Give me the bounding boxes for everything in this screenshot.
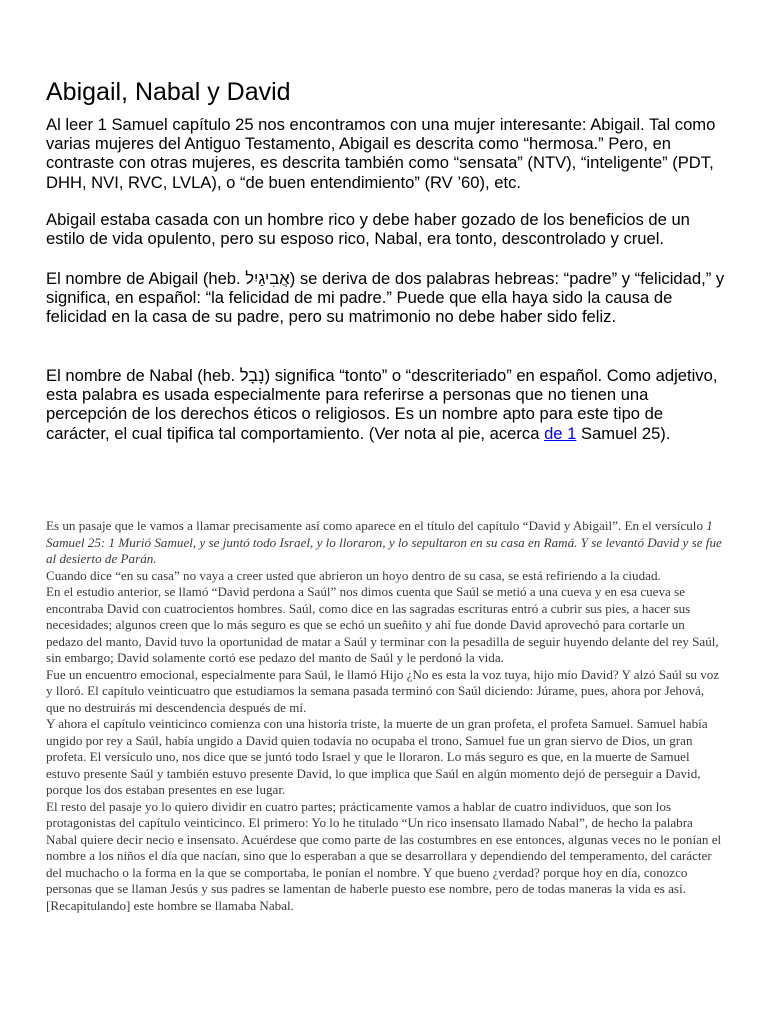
abigail-para-text-before: El nombre de Abigail (heb. <box>46 269 246 288</box>
page-title: Abigail, Nabal y David <box>46 78 291 106</box>
footnote-link[interactable]: de 1 <box>544 423 577 443</box>
transcript-paragraph-5: Y ahora el capítulo veinticinco comienza con una historia triste, la muerte de un gran profeta, el profeta Samuel. Samuel había ungido por rey a Saúl, había ungido a David quien todavía no ocupaba el trono, Samuel fue un gran siervo de Dios, un gran profeta. El versículo uno, nos dice que se juntó todo Israel y que le lloraron. Lo más seguro es que, en la muerte de Samuel estuvo presente Saúl y también estuvo presente David, lo que implica que Saúl en algún momento dejó de perseguir a David, porque los dos estaban presentes en ese lugar. <box>46 716 708 797</box>
transcript-paragraph-2: Cuando dice “en su casa” no vaya a creer usted que abrieron un hoyo dentro de su casa, se está refiriendo a la ciudad. <box>46 567 661 583</box>
abigail-para-text-after: ) se deriva de dos palabras hebreas: “padre” y “felicidad,” y significa, en español: “la felicidad de mi padre.” Puede que ella haya sido la causa de felicidad en la casa de su padre, pero su matrimonio no debe haber sido feliz. <box>46 269 725 327</box>
transcript-paragraph-1 <box>46 518 724 568</box>
marriage-paragraph: Abigail estaba casada con un hombre rico y debe haber gozado de los beneficios de un estilo de vida opulento, pero su esposo rico, Nabal, era tonto, descontrolado y cruel. <box>46 210 690 249</box>
transcript-paragraph-4: Fue un encuentro emocional, especialmente para Saúl, le llamó Hijo ¿No es esta la voz tuya, hijo mío David? Y alzó Saúl su voz y lloró. El capítulo veinticuatro que estudiamos la semana pasada terminó con Saúl diciendo: Júrame, pues, ahora por Jehová, que no destruirás mi descendencia después de mí. <box>46 666 720 715</box>
transcript-paragraph-6: El resto del pasaje yo lo quiero dividir en cuatro partes; prácticamente vamos a hablar de cuatro individuos, que son los protagonistas del capítulo veinticinco. El primero: Yo lo he titulado “Un rico insensato llamado Nabal”, de hecho la palabra Nabal quiere decir necio e insensato. Acuérdese que como parte de las costumbres en ese entonces, algunas veces no le ponían el nombre a los niños el día que nacían, sino que lo esperaban a que se desarrollara y dependiendo del temperamento, del carácter del muchacho o la forma en la que se comportaba, le ponían el nombre. Y que bueno ¿verdad? porque hoy en día, conozco personas que se llaman Jesús y sus padres se lamentan de haberle puesto ese nombre, pero de todas maneras la vida es así. [Recapitulando] este hombre se llamaba Nabal. <box>46 798 722 913</box>
nabal-para-text-middle: ) significa “tonto” o “descriteriado” en español. Como adjetivo, esta palabra es usada especialmente para referirse a personas que no tienen una percepción de los derechos éticos o religiosos. Es un nombre apto para este tipo de carácter, el cual tipifica tal comportamiento. (Ver nota al pie, acerca <box>46 366 718 443</box>
nabal-name-paragraph <box>46 366 726 443</box>
transcript-paragraph-3: En el estudio anterior, se llamó “David perdona a Saúl” nos dimos cuenta que Saúl se metió a una cueva y en esa cueva se encontraba David con cuatrocientos hombres. Saúl, como dice en las sagradas escrituras entró a cubrir sus pies, a hacer sus necesidades; algunos creen que lo más seguro es que se echó un sueñito y ahí fue donde David aprovechó para cortarle un pedazo del manto, David tuvo la oportunidad de matar a Saúl y terminar con la pesadilla de seguir huyendo delante del rey Saúl, sin embargo; David solamente cortó ese pedazo del manto de Saúl y le perdonó la vida. <box>46 584 719 665</box>
nabal-para-text-before: El nombre de Nabal (heb. <box>46 366 240 385</box>
nabal-hebrew-word: נָבָל <box>239 366 265 385</box>
verse-quote: 1 Samuel 25: 1 Murió Samuel, y se juntó todo Israel, y lo lloraron, y lo sepultaron en su casa en Ramá. Y se levantó David y se fue al desierto de Parán. <box>46 518 722 566</box>
intro-paragraph: Al leer 1 Samuel capítulo 25 nos encontramos con una mujer interesante: Abigail. Tal como varias mujeres del Antiguo Testamento, Abigail es descrita como “hermosa.” Pero, en contraste con otras mujeres, es descrita también como “sensata” (NTV), “inteligente” (PDT, DHH, NVI, RVC, LVLA), o “de buen entendimiento” (RV ’60), etc. <box>46 115 716 192</box>
nabal-para-text-after: Samuel 25). <box>576 423 671 443</box>
sermon-transcript <box>46 518 724 914</box>
abigail-hebrew-word: אֲבִיגַיִל <box>245 269 290 288</box>
abigail-name-paragraph <box>46 269 726 327</box>
transcript-intro-text: Es un pasaje que le vamos a llamar precisamente así como aparece en el título del capítulo “David y Abigail”. En el versículo <box>46 518 707 533</box>
